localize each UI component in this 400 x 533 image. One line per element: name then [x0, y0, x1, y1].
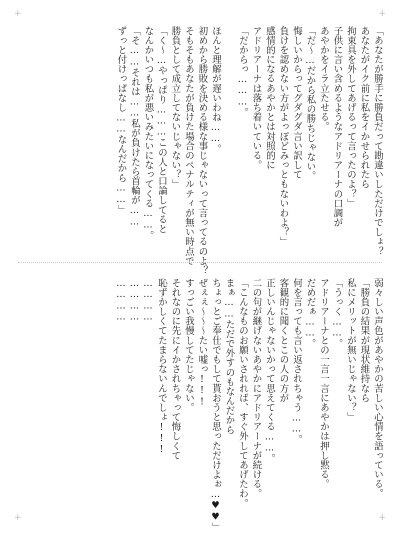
top-text-line — [222, 26, 236, 266]
bottom-text-line: ちょっとご奉仕でもして貰おうと思っただけよぉ…♥♥」 — [210, 278, 221, 533]
bottom-text-line: ………… — [115, 278, 127, 323]
bottom-text-line: ………… — [142, 278, 154, 323]
bottom-text-line: それなのに先にイかされちゃって悔しくて — [169, 278, 181, 461]
top-text-line: 悔しいからってグダグダ言い訳して — [291, 26, 302, 180]
bottom-text-line: 「こんなものお願いされれば、すぐ外してあげたわ。 — [237, 278, 248, 509]
top-text-line: なんかいつも私が悪いみたいになってくる……。 — [142, 26, 154, 241]
bottom-text-block — [14, 278, 384, 533]
top-text-line: 勝負として成立してないじゃない？」 — [169, 26, 181, 190]
bottom-text-line: だめだぁ……。 — [304, 278, 316, 349]
bottom-text-line: まぁ……ただで外すのもなんだから — [223, 278, 235, 435]
bottom-text-line: 恥ずかしくてたまらないんでしょ!!! — [156, 278, 167, 456]
top-text-line: 「く〜…やっぱり………この人と口論してると — [156, 26, 167, 234]
bottom-text-line: 弱々しい声色があやかの苦しい心情を語っている。 — [372, 278, 383, 499]
top-text-line: そもそもあなたが負けた場合のペナルティが無い時点で — [183, 26, 194, 266]
top-text-line: ずっと付けっぱなし……なんだから……」 — [115, 26, 127, 215]
bottom-text-line: アドリアーナとの一言一言にあやかは押し黙る。 — [318, 278, 329, 489]
top-text-line: 「だからっ………。 — [237, 26, 248, 118]
top-text-line: 「そ……それは……私が負けたら首輪が…… — [129, 26, 140, 228]
top-text-line: 負けを認めない方がよっぽどみっともないわよ？」 — [277, 26, 289, 247]
bottom-text-line: ぜぇぇ〜〜〜たい嘘っ!!! — [196, 278, 208, 408]
crop-mark: + — [378, 513, 386, 523]
crop-mark: + — [14, 513, 22, 523]
top-text-line: 子供に言い含めるようなアドリアーナの口調が — [331, 26, 343, 228]
bottom-text-line: 「うっく……。 — [331, 278, 343, 349]
top-text-line: あやかをイラ立たせる。 — [318, 26, 329, 132]
bottom-text-line: 二の句が継げないあやかにアドリアーナが続ける。 — [250, 278, 262, 499]
bottom-text-line: 私にメリットが無いじゃない？」 — [345, 278, 356, 422]
bottom-text-line: 「勝負の結果が現状維持なら — [358, 278, 370, 403]
top-text-line: 拘束具を外してあげるって言ったのよ？」 — [345, 26, 356, 209]
top-text-line: 「だ〜…だから私の勝ちじゃない。 — [304, 26, 316, 182]
bottom-text-line: すっごい我慢してたじゃない。 — [183, 278, 194, 413]
top-text-line: アドリアーナは落ち着いている。 — [250, 26, 262, 170]
crop-mark: + — [14, 9, 22, 19]
bottom-text-line: ………… — [129, 278, 140, 323]
top-text-line: ほんと理解が遅いわね……。 — [210, 26, 221, 154]
bottom-text-line: 何を言っても言い返されちゃう……。 — [291, 278, 302, 445]
crop-mark: + — [378, 9, 386, 19]
top-text-line: 「あなたが勝手に勝負だって勘違いしただけでしょ？ — [372, 26, 383, 257]
top-text-line: 初めから勝敗を決める様な事じゃないって言ってるのよ？ — [196, 26, 208, 276]
top-text-line: あなたがイク前に私をイかせられたら — [358, 26, 370, 190]
bottom-text-line: 客観的に聞くとこの人の方が — [277, 278, 289, 403]
top-text-block — [14, 26, 384, 276]
top-text-line: 感情的になるあやかとは対照的に — [264, 26, 275, 170]
bottom-text-line: 正しいんじゃないかって思えてくる……。 — [264, 278, 275, 464]
section-divider — [18, 262, 382, 263]
